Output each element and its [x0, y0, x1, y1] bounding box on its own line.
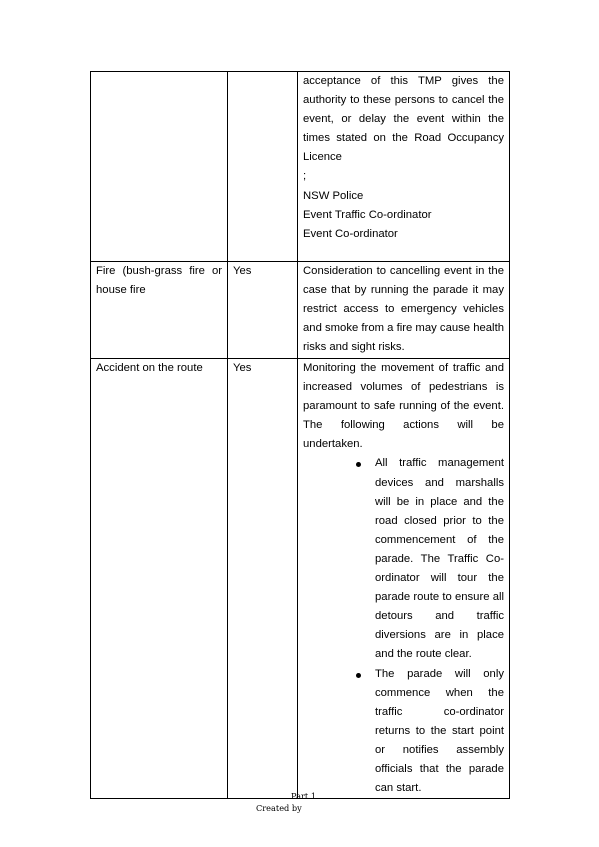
applicable-cell: Yes — [228, 359, 298, 799]
action-text: Monitoring the movement of traffic and increased volumes of pedestrians is paramount to safe running of the event. The following actions will be undertaken. — [303, 362, 504, 451]
action-bullet-list — [303, 454, 504, 798]
applicable-cell: Yes — [228, 262, 298, 359]
action-cell — [298, 359, 510, 799]
risk-cell: Fire (bush-grass fire or house fire — [91, 262, 228, 359]
applicable-cell — [228, 72, 298, 262]
responsible-party: Event Co-ordinator — [303, 227, 398, 240]
table-row — [91, 72, 510, 262]
risk-table — [90, 71, 510, 799]
bullet-text: The parade will only commence when the traffic co-ordinator returns to the start point or notifies assembly officials that the parade can start. — [375, 667, 504, 795]
action-text: acceptance of this TMP gives the authority to these persons to cancel the event, or delay the event within the times stated on the Road Occupancy Licence — [303, 75, 504, 164]
footer-part-label: Part 1 — [291, 791, 317, 801]
table-row — [91, 262, 510, 359]
table-row — [91, 359, 510, 799]
risk-cell: Accident on the route — [91, 359, 228, 799]
risk-cell — [91, 72, 228, 262]
bullet-text: All traffic management devices and marshalls will be in place and the road closed prior to the commencement of the parade. The Traffic Co-ordinator will tour the parade route to ensure all detours and traffic diversions are in place and the route clear. — [375, 457, 504, 661]
footer-created-by: Created by — [256, 803, 302, 813]
action-text: ; — [303, 170, 307, 183]
bullet-item — [375, 665, 504, 799]
responsible-party: Event Traffic Co-ordinator — [303, 208, 432, 221]
bullet-item — [375, 454, 504, 664]
bullet-icon — [356, 673, 361, 678]
action-cell — [298, 72, 510, 262]
responsible-party: NSW Police — [303, 189, 364, 202]
bullet-icon — [356, 462, 361, 467]
action-cell: Consideration to cancelling event in the case that by running the parade it may restrict access to emergency vehicles and smoke from a fire may cause health risks and sight risks. — [298, 262, 510, 359]
